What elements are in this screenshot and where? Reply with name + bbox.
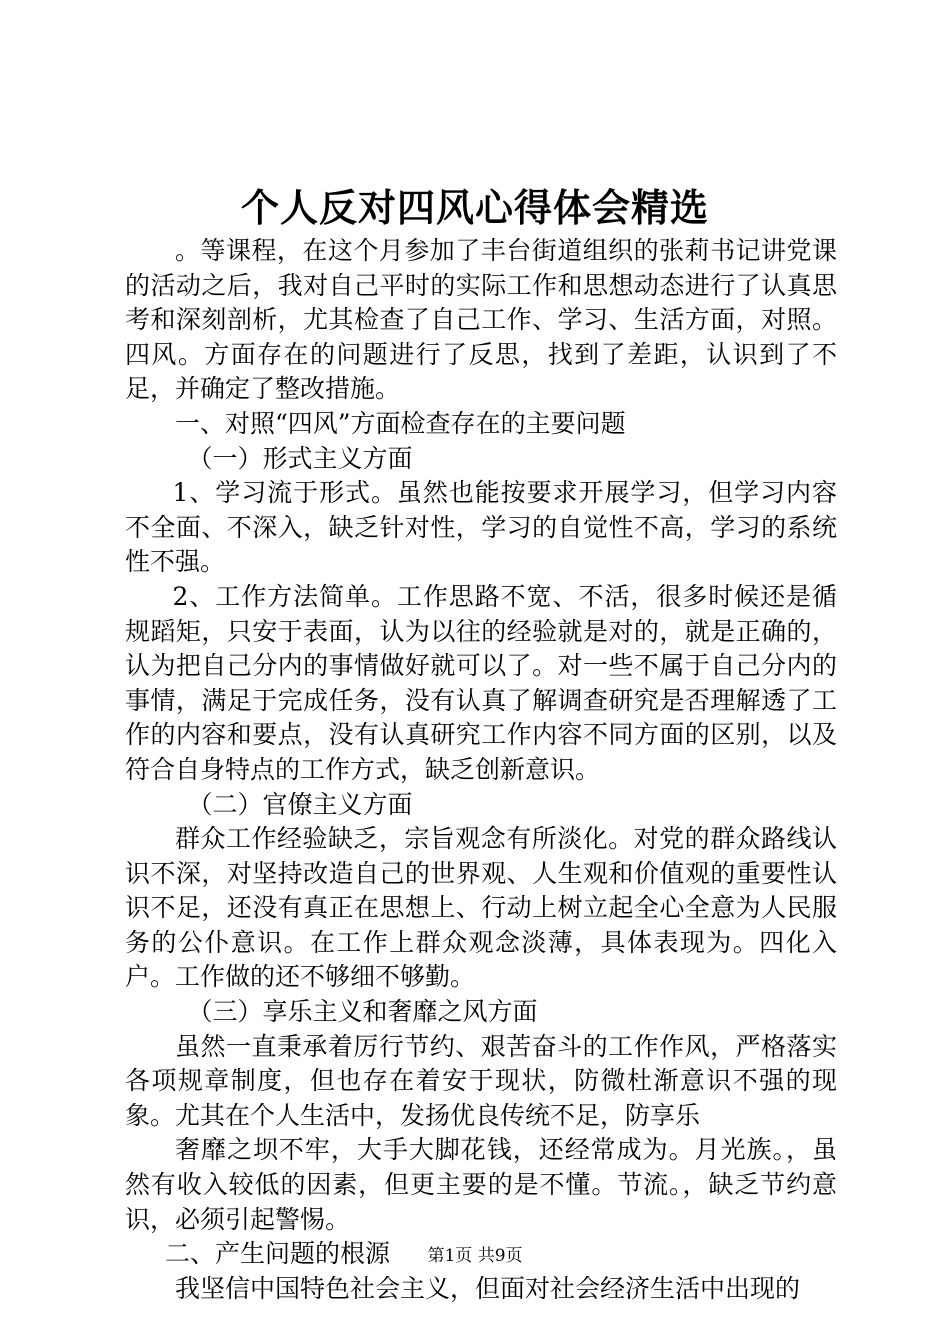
hedonism-paragraph-1: 虽然一直秉承着厉行节约、艰苦奋斗的工作作风，严格落实各项规章制度，但也存在着安于现状，防微杜渐意识不强的现象。尤其在个人生活中，发扬优良传统不足，防享乐 xyxy=(125,1031,837,1130)
root-cause-paragraph: 我坚信中国特色社会主义，但面对社会经济生活中出现的 xyxy=(175,1273,801,1303)
section-heading-2: 二、产生问题的根源 xyxy=(165,1239,391,1269)
section-heading-1: 一、对照“四风”方面检查存在的主要问题 xyxy=(175,408,626,438)
hedonism-paragraph-2: 奢靡之坝不牢，大手大脚花钱，还经常成为。月光族。，虽然有收入较低的因素，但更主要的是不懂。节流。，缺乏节约意识，必须引起警惕。 xyxy=(125,1135,837,1234)
document-title: 个人反对四风心得体会精选 xyxy=(240,185,709,230)
bureaucracy-paragraph: 群众工作经验缺乏，宗旨观念有所淡化。对党的群众路线认识不深，对坚持改造自己的世界观、人生观和价值观的重要性认识不足，还没有真正在思想上、行动上树立起全心全意为人民服务的公仆意识。在工作上群众观念淡薄，具体表现为。四化入户。工作做的还不够细不够勤。 xyxy=(125,824,837,992)
page-number-footer: 第1页 共9页 xyxy=(427,1246,523,1266)
subsection-heading-hedonism: （三）享乐主义和奢靡之风方面 xyxy=(187,997,538,1027)
subsection-heading-bureaucracy: （二）官僚主义方面 xyxy=(187,789,413,819)
formalism-point-1: 1、学习流于形式。虽然也能按要求开展学习，但学习内容不全面、不深入，缺乏针对性，学习的自觉性不高，学习的系统性不强。 xyxy=(125,478,837,577)
document-body xyxy=(125,234,837,1306)
subsection-heading-formalism: （一）形式主义方面 xyxy=(187,443,413,473)
intro-paragraph: 。等课程，在这个月参加了丰台街道组织的张莉书记讲党课的活动之后，我对自己平时的实际工作和思想动态进行了认真思考和深刻剖析，尤其检查了自己工作、学习、生活方面，对照。四风。方面存在的问题进行了反思，找到了差距，认识到了不足，并确定了整改措施。 xyxy=(125,236,837,404)
formalism-point-2: 2、工作方法简单。工作思路不宽、不活，很多时候还是循规蹈矩，只安于表面，认为以往的经验就是对的，就是正确的，认为把自己分内的事情做好就可以了。对一些不属于自己分内的事情，满足于完成任务，没有认真了解调查研究是否理解透了工作的内容和要点，没有认真研究工作内容不同方面的区别，以及符合自身特点的工作方式，缺乏创新意识。 xyxy=(125,581,837,784)
